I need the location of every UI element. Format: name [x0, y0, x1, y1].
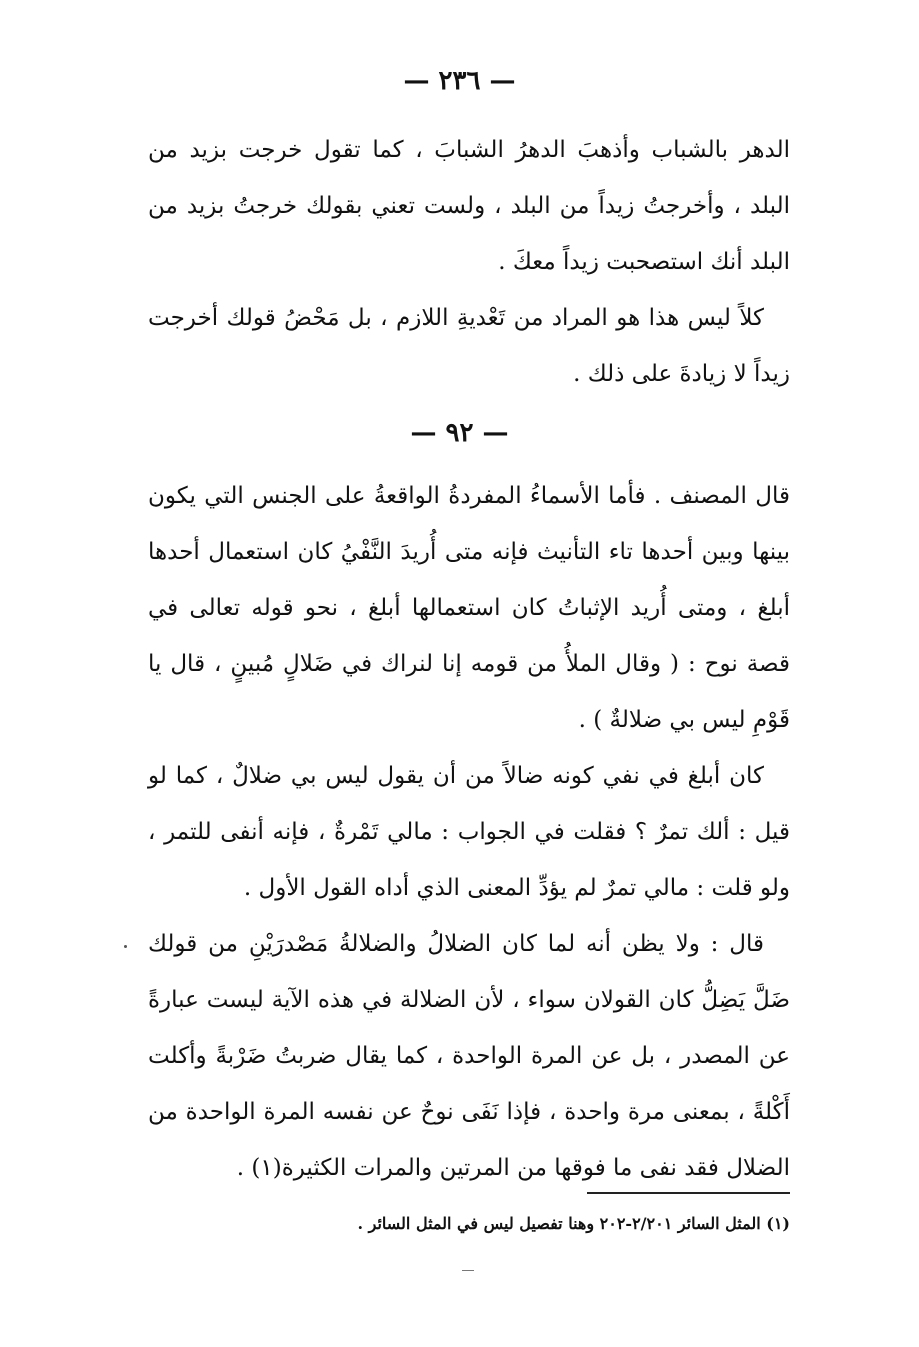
footnote-divider: [587, 1192, 790, 1194]
paragraph: قال المصنف . فأما الأسماءُ المفردةُ الواقعةُ على الجنس التي يكون بينها وبين أحدها تاء التأنيث فإنه متى أُريدَ النَّفْيُ كان استعمال أحدها أبلغ ، ومتى أُريد الإثباتُ كان استعمالها أبلغ ، نحو قوله تعالى في قصة نوح : ( وقال الملأُ من قومه إنا لنراك في ضَلالٍ مُبينٍ ، قال يا قَوْمِ ليس بي ضلالةٌ ) .: [148, 483, 790, 733]
margin-dot: [124, 945, 127, 948]
text-block-top: [148, 122, 790, 402]
paragraph: الدهر بالشباب وأذهبَ الدهرُ الشبابَ ، كما تقول خرجت بزيد من البلد ، وأخرجتُ زيداً من البلد ، ولست تعني بقولك خرجتُ بزيد من البلد أنك استصحبت زيداً معكَ .: [148, 137, 790, 275]
paragraph: قال : ولا يظن أنه لما كان الضلالُ والضلالةُ مَصْدرَيْنِ من قولك ضَلَّ يَضِلُّ كان القولان سواء ، لأن الضلالة في هذه الآية ليست عبارةً عن المصدر ، بل عن المرة الواحدة ، كما يقال ضربتُ ضَرْبةً وأكلت أَكْلةً ، بمعنى مرة واحدة ، فإذا نَفَى نوحٌ عن نفسه المرة الواحدة من الضلال فقد نفى ما فوقها من المرتين والمرات الكثيرة(١) .: [148, 931, 790, 1181]
page-number: — ٢٣٦ —: [403, 66, 516, 96]
paragraph: كلاً ليس هذا هو المراد من تَعْديةِ اللازم ، بل مَحْضُ قولك أخرجت زيداً لا زيادةَ على ذلك .: [148, 305, 790, 387]
bottom-mark: [462, 1270, 474, 1271]
paragraph: كان أبلغ في نفي كونه ضالاً من أن يقول ليس بي ضلالٌ ، كما لو قيل : ألك تمرٌ ؟ فقلت في الجواب : مالي تَمْرةٌ ، فإنه أنفى للتمر ، ولو قلت : مالي تمرٌ لم يؤدِّ المعنى الذي أداه القول الأول .: [148, 763, 790, 901]
text-block-bottom: [148, 468, 790, 1196]
footnote: (١) المثل السائر ٢/٢٠١-٢٠٢ وهنا تفصيل ليس في المثل السائر .: [357, 1214, 790, 1233]
section-number: — ٩٢ —: [410, 418, 509, 448]
